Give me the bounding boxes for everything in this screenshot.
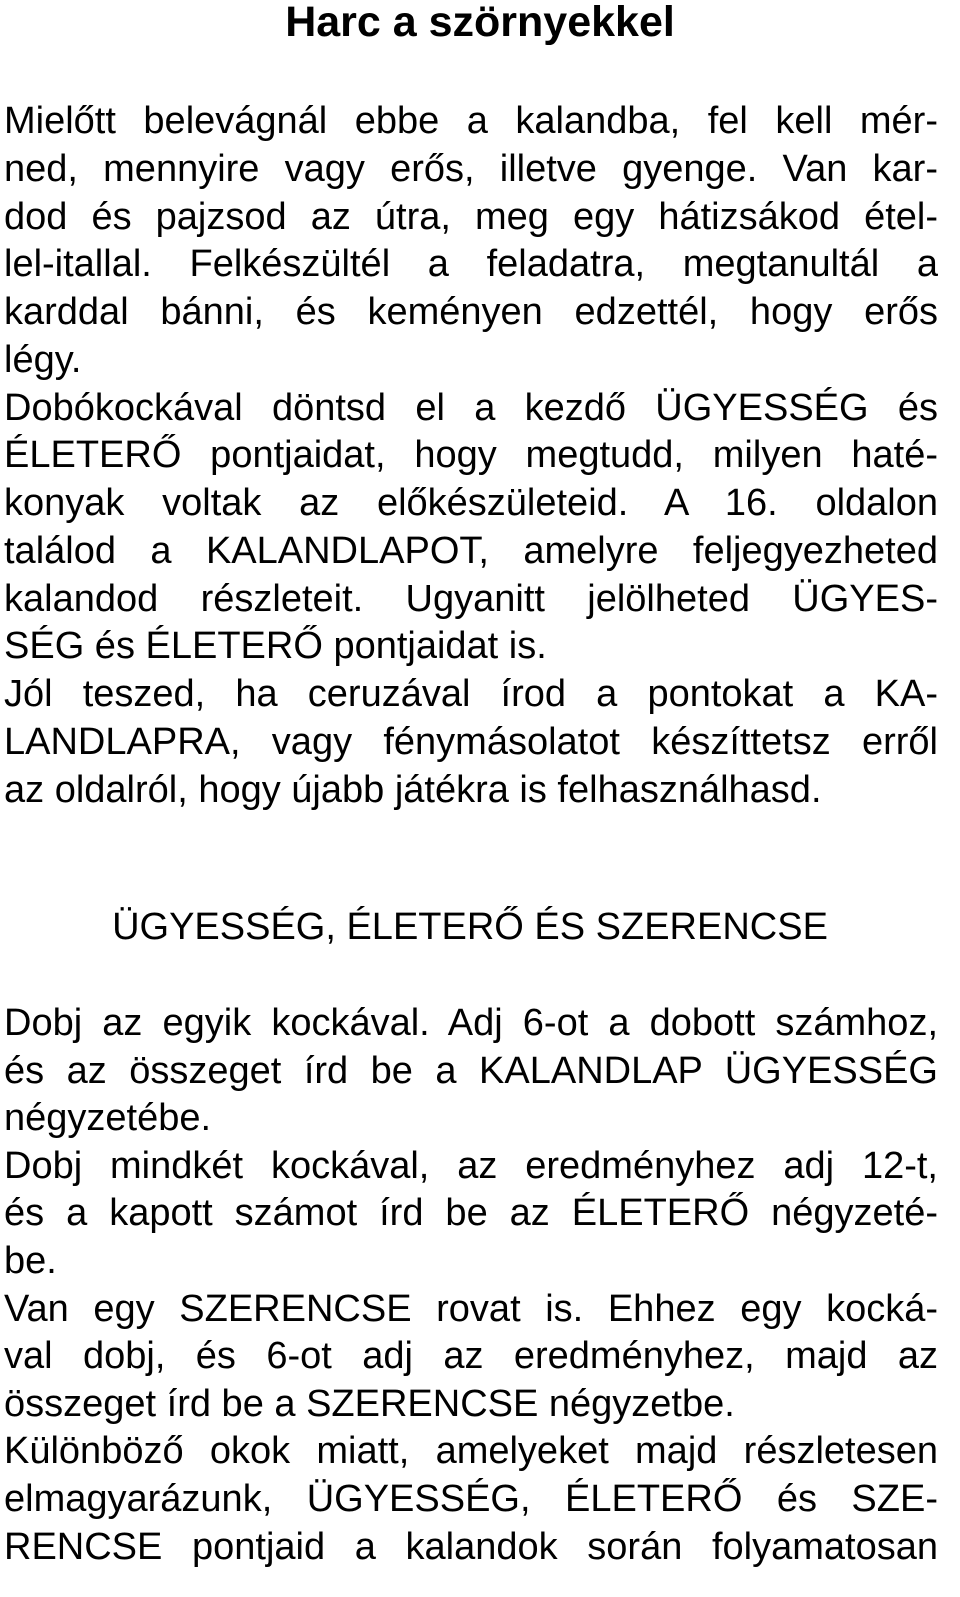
rules-text (4, 1000, 938, 1571)
text-line: lel-itallal. Felkészültél a feladatra, megtanultál a (4, 243, 938, 286)
text-line: és az összeget írd be a KALANDLAP ÜGYESSÉG (4, 1049, 938, 1092)
text-line: és a kapott számot írd be az ÉLETERŐ négyzeté- (4, 1192, 938, 1235)
text-line: karddal bánni, és keményen edzettél, hogy erős (4, 291, 938, 333)
page-title: Harc a szörnyekkel (285, 0, 675, 46)
text-line: összeget írd be a SZERENCSE négyzetbe. (4, 1382, 735, 1425)
text-line: be. (4, 1239, 57, 1282)
section-heading: ÜGYESSÉG, ÉLETERŐ ÉS SZERENCSE (112, 906, 828, 948)
text-line: SÉG és ÉLETERŐ pontjaidat is. (4, 625, 547, 668)
text-line: Dobókockával döntsd el a kezdő ÜGYESSÉG és (4, 386, 938, 429)
text-line: Dobj az egyik kockával. Adj 6-ot a dobott számhoz, (4, 1002, 938, 1044)
text-line: RENCSE pontjaid a kalandok során folyamatosan (4, 1525, 938, 1568)
text-line: kalandod részleteit. Ugyanitt jelölheted ÜGYES- (4, 577, 938, 620)
text-line: az oldalról, hogy újabb játékra is felhasználhasd. (4, 768, 822, 811)
text-line: Van egy SZERENCSE rovat is. Ehhez egy kocká- (4, 1287, 938, 1330)
text-line: dod és pajzsod az útra, meg egy hátizsákod étel- (4, 195, 938, 238)
text-line: Jól teszed, ha ceruzával írod a pontokat a KA- (4, 673, 938, 715)
text-line: találod a KALANDLAPOT, amelyre feljegyezheted (4, 529, 938, 572)
text-line: Dobj mindkét kockával, az eredményhez adj 12-t, (4, 1144, 938, 1187)
text-line: LANDLAPRA, vagy fénymásolatot készíttetsz erről (4, 720, 938, 763)
text-line: elmagyarázunk, ÜGYESSÉG, ÉLETERŐ és SZE- (4, 1477, 938, 1520)
text-line: négyzetébe. (4, 1097, 212, 1140)
text-line: légy. (4, 338, 82, 381)
text-line: ned, mennyire vagy erős, illetve gyenge. Van kar- (4, 147, 938, 190)
text-line: Különböző okok miatt, amelyeket majd részletesen (4, 1430, 938, 1473)
intro-text (4, 98, 938, 814)
text-line: val dobj, és 6-ot adj az eredményhez, majd az (4, 1335, 938, 1378)
text-line: ÉLETERŐ pontjaidat, hogy megtudd, milyen haté- (4, 434, 938, 477)
text-line: Mielőtt belevágnál ebbe a kalandba, fel kell mér- (4, 100, 938, 142)
text-line: konyak voltak az előkészületeid. A 16. oldalon (4, 482, 938, 524)
